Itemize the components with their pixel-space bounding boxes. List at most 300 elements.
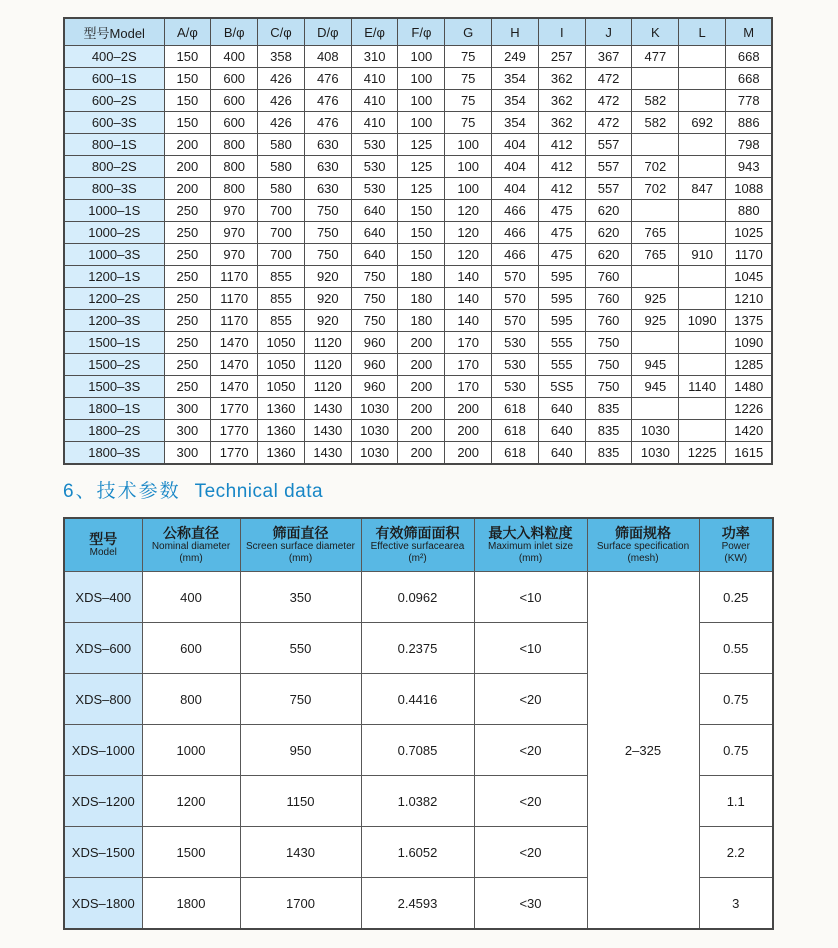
- nominal-diameter-cell: 400: [142, 572, 240, 623]
- value-cell: [632, 398, 679, 420]
- value-cell: 180: [398, 288, 445, 310]
- value-cell: 760: [585, 266, 632, 288]
- value-cell: [679, 266, 726, 288]
- header-english-label: Maximum inlet size: [487, 541, 574, 552]
- value-cell: 476: [304, 90, 351, 112]
- value-cell: 404: [492, 178, 539, 200]
- value-cell: 250: [164, 266, 211, 288]
- table-row: [64, 376, 772, 398]
- model-cell: 800–3S: [64, 178, 164, 200]
- value-cell: 555: [538, 332, 585, 354]
- value-cell: 362: [538, 112, 585, 134]
- value-cell: 1615: [726, 442, 773, 465]
- value-cell: 765: [632, 244, 679, 266]
- value-cell: 582: [632, 90, 679, 112]
- table-row: [64, 222, 772, 244]
- model-cell: 1200–2S: [64, 288, 164, 310]
- value-cell: 1030: [632, 420, 679, 442]
- value-cell: 640: [351, 222, 398, 244]
- value-cell: 200: [398, 354, 445, 376]
- value-cell: 630: [304, 178, 351, 200]
- value-cell: 640: [538, 442, 585, 465]
- value-cell: 855: [258, 288, 305, 310]
- tech-column-header-2: [240, 518, 361, 572]
- value-cell: [679, 222, 726, 244]
- effective-area-cell: 0.2375: [361, 623, 474, 674]
- screen-diameter-cell: 1430: [240, 827, 361, 878]
- nominal-diameter-cell: 800: [142, 674, 240, 725]
- value-cell: 970: [211, 200, 258, 222]
- dim-column-header-0: 型号Model: [64, 18, 164, 46]
- value-cell: 847: [679, 178, 726, 200]
- dim-column-header-4: D/φ: [304, 18, 351, 46]
- technical-table-body: [64, 572, 773, 930]
- value-cell: 555: [538, 354, 585, 376]
- value-cell: 412: [538, 156, 585, 178]
- value-cell: 595: [538, 310, 585, 332]
- model-cell: 1000–2S: [64, 222, 164, 244]
- value-cell: 1360: [258, 420, 305, 442]
- tech-column-header-0: [64, 518, 142, 572]
- value-cell: 362: [538, 90, 585, 112]
- header-chinese-label: 筛面规格: [615, 525, 671, 541]
- value-cell: 920: [304, 310, 351, 332]
- value-cell: 700: [258, 222, 305, 244]
- value-cell: 120: [445, 222, 492, 244]
- value-cell: 300: [164, 442, 211, 465]
- table-row: [64, 354, 772, 376]
- value-cell: 855: [258, 266, 305, 288]
- table-row: [64, 46, 772, 68]
- value-cell: 310: [351, 46, 398, 68]
- value-cell: 200: [398, 442, 445, 465]
- value-cell: 1030: [632, 442, 679, 465]
- table-row: [64, 442, 772, 465]
- value-cell: 150: [398, 200, 445, 222]
- model-cell: XDS–800: [64, 674, 142, 725]
- tech-column-header-3: [361, 518, 474, 572]
- table-row: [64, 420, 772, 442]
- effective-area-cell: 1.6052: [361, 827, 474, 878]
- dim-column-header-11: K: [632, 18, 679, 46]
- value-cell: 1360: [258, 398, 305, 420]
- value-cell: 362: [538, 68, 585, 90]
- value-cell: 530: [351, 178, 398, 200]
- value-cell: 1170: [211, 266, 258, 288]
- value-cell: [679, 90, 726, 112]
- header-chinese-label: 有效筛面面积: [375, 525, 460, 541]
- nominal-diameter-cell: 1200: [142, 776, 240, 827]
- section-title-english: Technical data: [194, 481, 324, 502]
- screen-diameter-cell: 550: [240, 623, 361, 674]
- value-cell: 1360: [258, 442, 305, 465]
- value-cell: 1210: [726, 288, 773, 310]
- value-cell: 100: [445, 178, 492, 200]
- effective-area-cell: 0.0962: [361, 572, 474, 623]
- power-cell: 1.1: [699, 776, 773, 827]
- value-cell: 1050: [258, 354, 305, 376]
- header-english-label: Power: [721, 541, 750, 552]
- value-cell: 835: [585, 442, 632, 465]
- model-cell: 1500–3S: [64, 376, 164, 398]
- header-unit-label: (mm): [179, 553, 203, 564]
- value-cell: 925: [632, 310, 679, 332]
- value-cell: 1170: [726, 244, 773, 266]
- value-cell: 750: [351, 288, 398, 310]
- header-chinese-label: 型号: [89, 531, 118, 547]
- value-cell: 472: [585, 90, 632, 112]
- model-cell: XDS–400: [64, 572, 142, 623]
- value-cell: 257: [538, 46, 585, 68]
- value-cell: 475: [538, 222, 585, 244]
- model-cell: XDS–600: [64, 623, 142, 674]
- power-cell: 2.2: [699, 827, 773, 878]
- value-cell: 125: [398, 178, 445, 200]
- dimension-table-body: [64, 46, 772, 465]
- value-cell: 570: [492, 288, 539, 310]
- dim-column-header-7: G: [445, 18, 492, 46]
- value-cell: 200: [164, 134, 211, 156]
- value-cell: 1030: [351, 442, 398, 465]
- value-cell: 300: [164, 398, 211, 420]
- model-cell: XDS–1800: [64, 878, 142, 930]
- effective-area-cell: 2.4593: [361, 878, 474, 930]
- header-chinese-label: 功率: [721, 525, 750, 541]
- table-row: [64, 200, 772, 222]
- table-row: [64, 156, 772, 178]
- power-cell: 3: [699, 878, 773, 930]
- table-row: [64, 244, 772, 266]
- value-cell: 1770: [211, 398, 258, 420]
- value-cell: [679, 332, 726, 354]
- value-cell: 530: [492, 354, 539, 376]
- table-row: [64, 398, 772, 420]
- value-cell: 800: [211, 178, 258, 200]
- table-row: [64, 134, 772, 156]
- value-cell: 1088: [726, 178, 773, 200]
- value-cell: 765: [632, 222, 679, 244]
- value-cell: 600: [211, 112, 258, 134]
- value-cell: 412: [538, 178, 585, 200]
- value-cell: 475: [538, 200, 585, 222]
- value-cell: 700: [258, 244, 305, 266]
- value-cell: 835: [585, 398, 632, 420]
- value-cell: 476: [304, 112, 351, 134]
- value-cell: 250: [164, 332, 211, 354]
- value-cell: 1050: [258, 376, 305, 398]
- value-cell: [632, 266, 679, 288]
- value-cell: [679, 134, 726, 156]
- dim-column-header-8: H: [492, 18, 539, 46]
- value-cell: 466: [492, 244, 539, 266]
- value-cell: 200: [164, 178, 211, 200]
- effective-area-cell: 0.7085: [361, 725, 474, 776]
- value-cell: 466: [492, 222, 539, 244]
- dimension-table: [63, 17, 773, 465]
- max-inlet-size-cell: <10: [474, 572, 587, 623]
- model-cell: 1800–2S: [64, 420, 164, 442]
- value-cell: 750: [585, 376, 632, 398]
- dim-column-header-1: A/φ: [164, 18, 211, 46]
- section-title: [63, 479, 323, 505]
- section-title-chinese: 6、技术参数: [63, 481, 181, 502]
- value-cell: 180: [398, 266, 445, 288]
- value-cell: 250: [164, 310, 211, 332]
- table-row: [64, 112, 772, 134]
- value-cell: 855: [258, 310, 305, 332]
- header-chinese-label: 公称直径: [163, 525, 219, 541]
- value-cell: 170: [445, 354, 492, 376]
- value-cell: 100: [445, 156, 492, 178]
- value-cell: 1285: [726, 354, 773, 376]
- model-cell: 1500–2S: [64, 354, 164, 376]
- value-cell: 404: [492, 134, 539, 156]
- value-cell: [632, 332, 679, 354]
- value-cell: 250: [164, 354, 211, 376]
- header-english-label: Surface specification: [596, 541, 690, 552]
- value-cell: 557: [585, 178, 632, 200]
- value-cell: 800: [211, 134, 258, 156]
- value-cell: 750: [351, 310, 398, 332]
- value-cell: 150: [164, 112, 211, 134]
- value-cell: 835: [585, 420, 632, 442]
- value-cell: 367: [585, 46, 632, 68]
- value-cell: 150: [164, 46, 211, 68]
- value-cell: 1770: [211, 420, 258, 442]
- model-cell: XDS–1000: [64, 725, 142, 776]
- max-inlet-size-cell: <20: [474, 827, 587, 878]
- value-cell: 750: [304, 200, 351, 222]
- value-cell: 120: [445, 244, 492, 266]
- value-cell: 595: [538, 288, 585, 310]
- screen-diameter-cell: 1700: [240, 878, 361, 930]
- value-cell: 798: [726, 134, 773, 156]
- value-cell: 410: [351, 68, 398, 90]
- value-cell: 760: [585, 310, 632, 332]
- value-cell: 530: [351, 156, 398, 178]
- value-cell: 354: [492, 112, 539, 134]
- value-cell: 75: [445, 90, 492, 112]
- dimension-table-header: [64, 18, 772, 46]
- value-cell: 750: [304, 244, 351, 266]
- value-cell: 477: [632, 46, 679, 68]
- effective-area-cell: 0.4416: [361, 674, 474, 725]
- nominal-diameter-cell: 600: [142, 623, 240, 674]
- value-cell: [632, 134, 679, 156]
- tech-column-header-5: [587, 518, 699, 572]
- max-inlet-size-cell: <20: [474, 674, 587, 725]
- table-row: [64, 90, 772, 112]
- value-cell: 140: [445, 288, 492, 310]
- value-cell: 1030: [351, 398, 398, 420]
- model-cell: 600–3S: [64, 112, 164, 134]
- value-cell: 200: [398, 332, 445, 354]
- dim-column-header-9: I: [538, 18, 585, 46]
- value-cell: 702: [632, 156, 679, 178]
- power-cell: 0.55: [699, 623, 773, 674]
- model-cell: 800–1S: [64, 134, 164, 156]
- value-cell: 618: [492, 442, 539, 465]
- value-cell: 618: [492, 398, 539, 420]
- table-row: [64, 68, 772, 90]
- value-cell: 600: [211, 68, 258, 90]
- value-cell: 1430: [304, 420, 351, 442]
- value-cell: 5S5: [538, 376, 585, 398]
- value-cell: 408: [304, 46, 351, 68]
- value-cell: 960: [351, 376, 398, 398]
- table-row: [64, 332, 772, 354]
- value-cell: 640: [538, 398, 585, 420]
- max-inlet-size-cell: <10: [474, 623, 587, 674]
- value-cell: [632, 200, 679, 222]
- value-cell: 475: [538, 244, 585, 266]
- value-cell: 358: [258, 46, 305, 68]
- value-cell: 140: [445, 310, 492, 332]
- table-row: [64, 288, 772, 310]
- screen-diameter-cell: 350: [240, 572, 361, 623]
- tech-column-header-4: [474, 518, 587, 572]
- value-cell: 476: [304, 68, 351, 90]
- value-cell: 75: [445, 68, 492, 90]
- nominal-diameter-cell: 1000: [142, 725, 240, 776]
- value-cell: 100: [398, 112, 445, 134]
- model-cell: XDS–1200: [64, 776, 142, 827]
- model-cell: 1200–1S: [64, 266, 164, 288]
- value-cell: 1045: [726, 266, 773, 288]
- technical-header-row: [64, 518, 773, 572]
- header-unit-label: (mm): [518, 553, 543, 564]
- value-cell: [679, 398, 726, 420]
- value-cell: 410: [351, 112, 398, 134]
- value-cell: 530: [492, 376, 539, 398]
- value-cell: 1050: [258, 332, 305, 354]
- value-cell: 910: [679, 244, 726, 266]
- screen-diameter-cell: 750: [240, 674, 361, 725]
- value-cell: 472: [585, 68, 632, 90]
- header-english-label: Screen surface diameter: [246, 541, 355, 552]
- value-cell: 354: [492, 68, 539, 90]
- value-cell: 702: [632, 178, 679, 200]
- value-cell: 125: [398, 134, 445, 156]
- value-cell: 1090: [679, 310, 726, 332]
- screen-diameter-cell: 1150: [240, 776, 361, 827]
- value-cell: 200: [164, 156, 211, 178]
- value-cell: 200: [398, 420, 445, 442]
- value-cell: 180: [398, 310, 445, 332]
- value-cell: 426: [258, 68, 305, 90]
- value-cell: 150: [164, 68, 211, 90]
- value-cell: 150: [164, 90, 211, 112]
- value-cell: 580: [258, 178, 305, 200]
- dim-column-header-10: J: [585, 18, 632, 46]
- screen-diameter-cell: 950: [240, 725, 361, 776]
- value-cell: 200: [445, 442, 492, 465]
- value-cell: 920: [304, 288, 351, 310]
- header-chinese-label: 筛面直径: [272, 525, 329, 541]
- value-cell: [679, 46, 726, 68]
- model-cell: 400–2S: [64, 46, 164, 68]
- value-cell: 150: [398, 244, 445, 266]
- value-cell: 640: [351, 200, 398, 222]
- value-cell: 1470: [211, 376, 258, 398]
- value-cell: 880: [726, 200, 773, 222]
- header-unit-label: (m²): [408, 553, 427, 564]
- value-cell: 1120: [304, 354, 351, 376]
- value-cell: 600: [211, 90, 258, 112]
- dimension-header-row: [64, 18, 772, 46]
- tech-column-header-1: [142, 518, 240, 572]
- tech-column-header-6: [699, 518, 773, 572]
- header-unit-label: (mm): [288, 553, 313, 564]
- value-cell: 570: [492, 266, 539, 288]
- value-cell: 100: [398, 68, 445, 90]
- technical-data-table: [63, 517, 774, 930]
- value-cell: 472: [585, 112, 632, 134]
- value-cell: 75: [445, 46, 492, 68]
- header-english-label: Nominal diameter: [151, 541, 231, 552]
- value-cell: 692: [679, 112, 726, 134]
- header-unit-label: (KW): [724, 553, 748, 564]
- value-cell: 412: [538, 134, 585, 156]
- header-english-label: Model: [89, 547, 117, 558]
- value-cell: 200: [398, 376, 445, 398]
- value-cell: 580: [258, 134, 305, 156]
- value-cell: 75: [445, 112, 492, 134]
- value-cell: 750: [585, 332, 632, 354]
- value-cell: 150: [398, 222, 445, 244]
- value-cell: 945: [632, 354, 679, 376]
- value-cell: 630: [304, 134, 351, 156]
- value-cell: 466: [492, 200, 539, 222]
- value-cell: 530: [351, 134, 398, 156]
- value-cell: 120: [445, 200, 492, 222]
- value-cell: 620: [585, 200, 632, 222]
- value-cell: 1375: [726, 310, 773, 332]
- value-cell: 200: [445, 420, 492, 442]
- max-inlet-size-cell: <20: [474, 776, 587, 827]
- value-cell: 100: [445, 134, 492, 156]
- value-cell: 668: [726, 68, 773, 90]
- value-cell: 530: [492, 332, 539, 354]
- value-cell: 404: [492, 156, 539, 178]
- value-cell: [679, 200, 726, 222]
- dim-column-header-12: L: [679, 18, 726, 46]
- value-cell: 557: [585, 156, 632, 178]
- value-cell: 426: [258, 112, 305, 134]
- value-cell: 1225: [679, 442, 726, 465]
- value-cell: 618: [492, 420, 539, 442]
- header-chinese-label: 最大入料粒度: [488, 525, 573, 541]
- value-cell: 249: [492, 46, 539, 68]
- value-cell: [632, 68, 679, 90]
- model-cell: 1500–1S: [64, 332, 164, 354]
- value-cell: 750: [351, 266, 398, 288]
- model-cell: 1800–1S: [64, 398, 164, 420]
- nominal-diameter-cell: 1500: [142, 827, 240, 878]
- value-cell: 300: [164, 420, 211, 442]
- value-cell: 945: [632, 376, 679, 398]
- value-cell: 1420: [726, 420, 773, 442]
- model-cell: 800–2S: [64, 156, 164, 178]
- value-cell: 800: [211, 156, 258, 178]
- value-cell: 1120: [304, 332, 351, 354]
- value-cell: 630: [304, 156, 351, 178]
- value-cell: 750: [585, 354, 632, 376]
- dim-column-header-13: M: [726, 18, 773, 46]
- value-cell: 920: [304, 266, 351, 288]
- value-cell: 570: [492, 310, 539, 332]
- header-unit-label: (mesh): [627, 553, 659, 564]
